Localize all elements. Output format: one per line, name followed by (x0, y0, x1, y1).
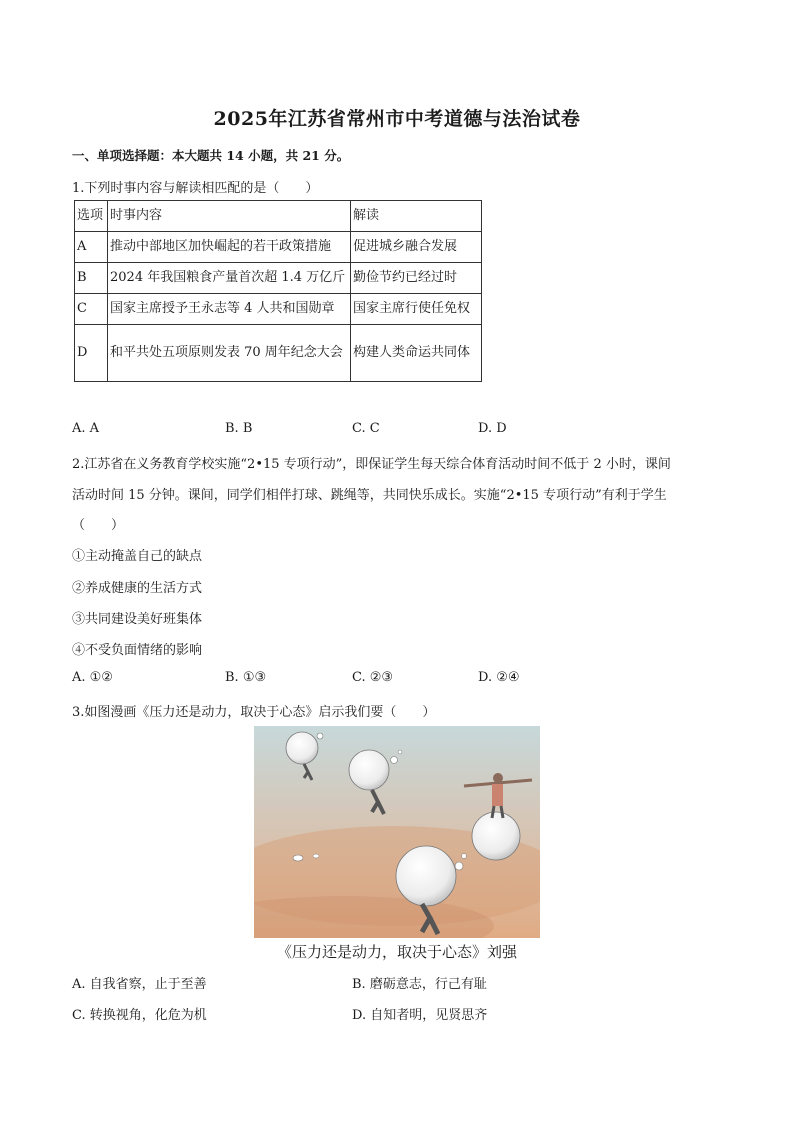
q1-option-a[interactable]: A. A (72, 421, 100, 436)
table-cell: D (75, 325, 108, 382)
q2-statement-2: ②养成健康的生活方式 (72, 581, 203, 596)
table-row (75, 232, 482, 263)
table-cell: 国家主席授予王永志等 4 人共和国勋章 (108, 294, 351, 325)
q2-option-d[interactable]: D. ②④ (478, 670, 520, 685)
table-row (75, 263, 482, 294)
q1-option-d[interactable]: D. D (478, 421, 507, 436)
table-header-row (75, 201, 482, 232)
table-row (75, 294, 482, 325)
q3-option-b[interactable]: B. 磨砺意志，行己有耻 (352, 977, 487, 992)
q3-option-c[interactable]: C. 转换视角，化危为机 (72, 1008, 207, 1023)
table-cell: 2024 年我国粮食产量首次超 1.4 万亿斤 (108, 263, 351, 294)
q3-stem: 3.如图漫画《压力还是动力，取决于心态》启示我们要（ ） (72, 705, 436, 720)
q3-option-d[interactable]: D. 自知者明，见贤思齐 (352, 1008, 488, 1023)
q1-option-c[interactable]: C. C (352, 421, 380, 436)
q2-stem-line1: 2.江苏省在义务教育学校实施“2•15 专项行动”，即保证学生每天综合体育活动时间不低于 2 小时，课间 (72, 457, 671, 472)
comic-caption: 《压力还是动力，取决于心态》刘强 (276, 943, 517, 961)
q2-option-a[interactable]: A. ①② (72, 670, 113, 685)
table-cell: A (75, 232, 108, 263)
q1-stem: 1.下列时事内容与解读相匹配的是（ ） (72, 181, 319, 196)
comic-illustration (254, 726, 540, 938)
header-cell-content: 时事内容 (108, 201, 351, 232)
table-cell: B (75, 263, 108, 294)
q2-stem-line2: 活动时间 15 分钟。课间，同学们相伴打球、跳绳等，共同快乐成长。实施“2•15 专项行动”有利于学生 (72, 488, 667, 503)
section-heading: 一、单项选择题：本大题共 14 小题，共 21 分。 (72, 148, 350, 163)
q2-statement-4: ④不受负面情绪的影响 (72, 643, 203, 658)
q1-option-b[interactable]: B. B (225, 421, 253, 436)
header-cell-interpretation: 解读 (351, 201, 482, 232)
header-cell-option: 选项 (75, 201, 108, 232)
q2-statement-3: ③共同建设美好班集体 (72, 612, 203, 627)
table-cell: 推动中部地区加快崛起的若干政策措施 (108, 232, 351, 263)
comic-drawing (254, 726, 540, 938)
table-cell: 国家主席行使任免权 (351, 294, 482, 325)
table-cell: 和平共处五项原则发表 70 周年纪念大会 (108, 325, 351, 382)
table-cell: 构建人类命运共同体 (351, 325, 482, 382)
q3-option-a[interactable]: A. 自我省察，止于至善 (72, 977, 207, 992)
q1-table (74, 200, 482, 382)
q2-statement-1: ①主动掩盖自己的缺点 (72, 549, 203, 564)
table-row (75, 325, 482, 382)
table-cell: 勤俭节约已经过时 (351, 263, 482, 294)
q2-stem-line3: （ ） (72, 518, 125, 533)
q2-option-b[interactable]: B. ①③ (225, 670, 267, 685)
q2-option-c[interactable]: C. ②③ (352, 670, 394, 685)
table-cell: 促进城乡融合发展 (351, 232, 482, 263)
table-cell: C (75, 294, 108, 325)
page-title: 2025年江苏省常州市中考道德与法治试卷 (213, 108, 581, 130)
